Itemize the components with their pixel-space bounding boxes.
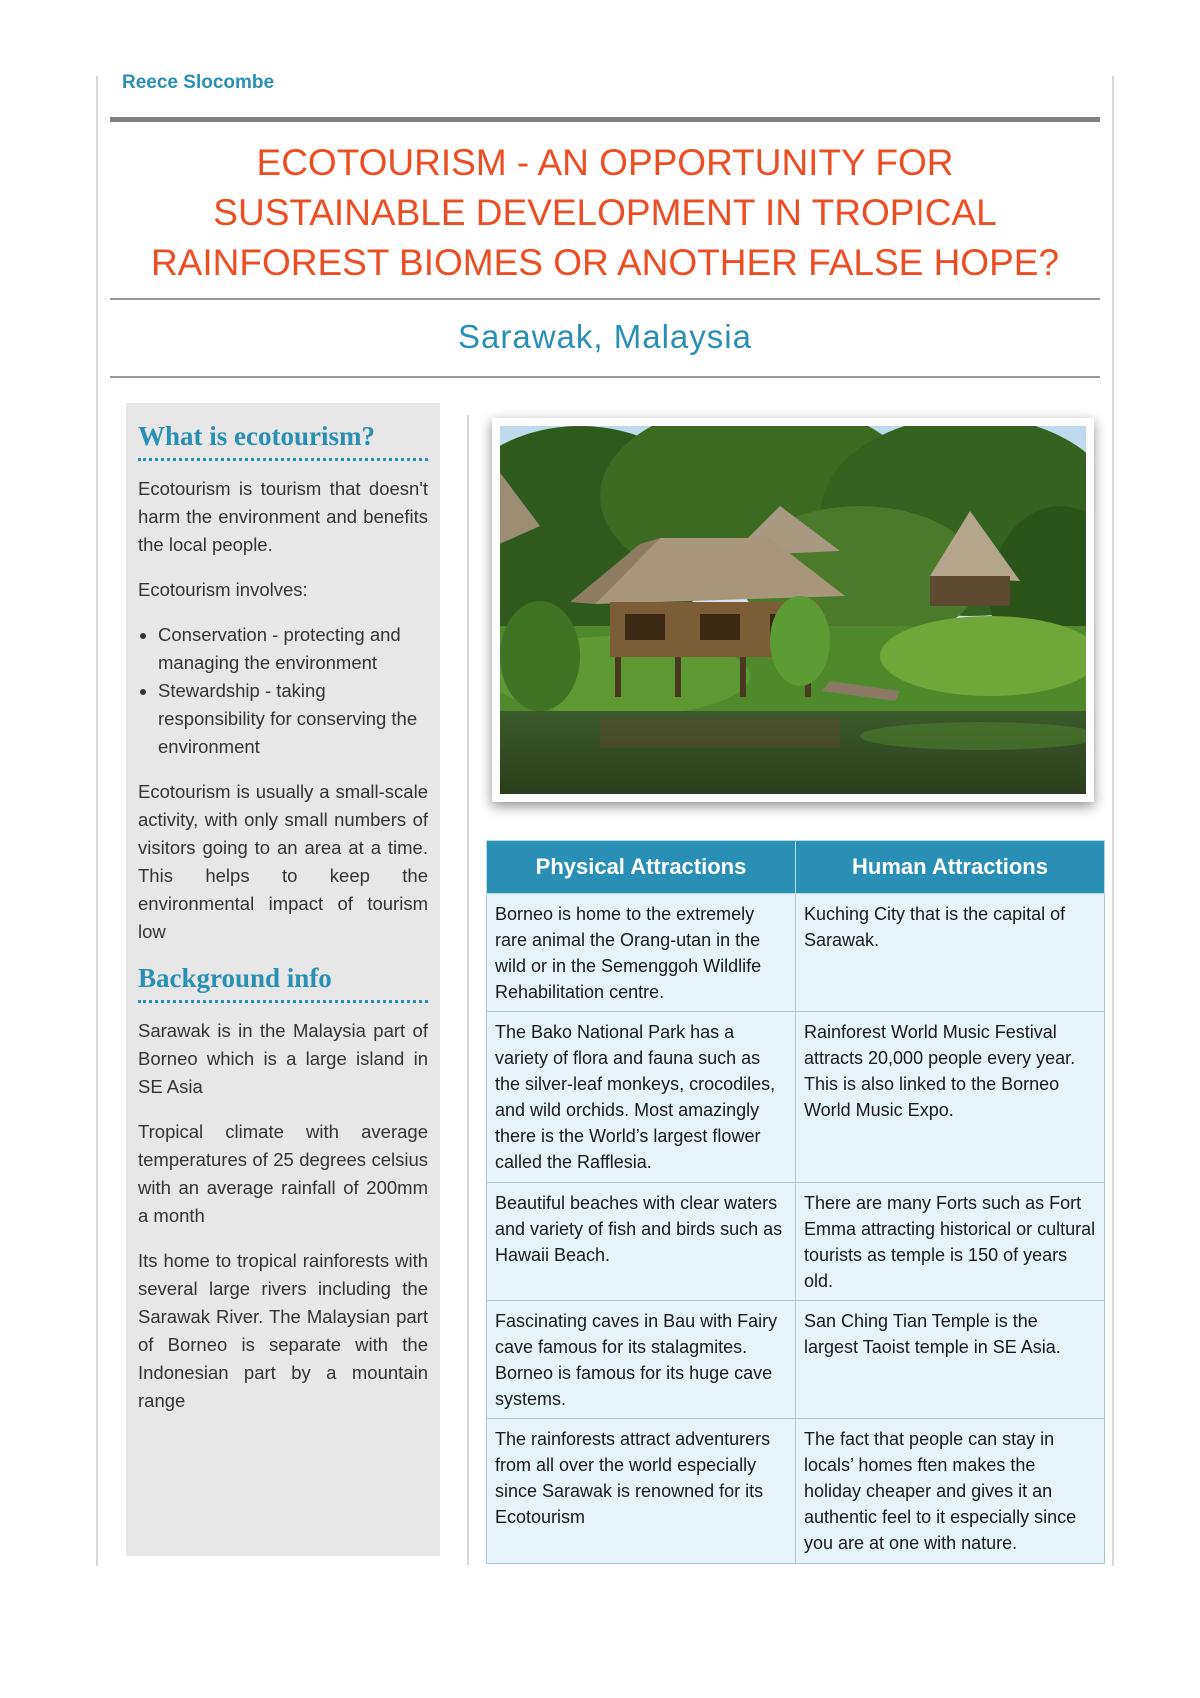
table-cell: The Bako National Park has a variety of flora and fauna such as the silver-leaf monkeys, crocodiles, and wild orchids. Most amazingly there is the World’s largest flower called the Rafflesia. — [487, 1012, 796, 1183]
sidebar-paragraph: Its home to tropical rainforests with several large rivers including the Sarawak River. The Malaysian part of Borneo is separate with the Indonesian part by a mountain range — [138, 1250, 428, 1411]
subtitle-rule — [110, 376, 1100, 378]
table-cell: Rainforest World Music Festival attracts 20,000 people every year. This is also linked to the Borneo World Music Expo. — [796, 1012, 1105, 1183]
sidebar-paragraph: Ecotourism is usually a small-scale activity, with only small numbers of visitors going to an area at a time. This helps to keep the environmental impact of tourism low — [138, 781, 428, 942]
column-divider — [467, 415, 469, 1565]
page-subtitle: Sarawak, Malaysia — [458, 318, 752, 355]
title-rule — [110, 298, 1100, 300]
dotted-divider — [138, 1000, 428, 1003]
sidebar-paragraph: Sarawak is in the Malaysia part of Borneo which is a large island in SE Asia — [138, 1020, 428, 1097]
rainforest-lodge-photo — [492, 418, 1094, 802]
table-cell: The rainforests attract adventurers from all over the world especially since Sarawak is renowned for its Ecotourism — [487, 1419, 796, 1564]
table-cell: Beautiful beaches with clear waters and variety of fish and birds such as Hawaii Beach. — [487, 1183, 796, 1301]
page-title — [110, 138, 1100, 288]
ecotourism-list — [138, 621, 428, 761]
right-margin-line — [1112, 76, 1114, 1566]
table-row — [487, 1012, 1105, 1183]
dotted-divider — [138, 458, 428, 461]
header-rule — [110, 117, 1100, 122]
author-name: Reece Slocombe — [122, 72, 275, 93]
lodge-illustration — [500, 426, 1086, 794]
sidebar-paragraph: Ecotourism involves: — [138, 579, 308, 600]
sidebar-heading-background: Background info — [138, 963, 332, 993]
table-row — [487, 1419, 1105, 1564]
table-row — [487, 1183, 1105, 1301]
table-cell: San Ching Tian Temple is the largest Taoist temple in SE Asia. — [796, 1301, 1105, 1419]
list-item: • Stewardship - taking responsibility for conserving the environment — [158, 677, 428, 761]
table-header-row — [487, 841, 1105, 894]
title-line: SUSTAINABLE DEVELOPMENT IN TROPICAL — [213, 192, 997, 233]
sidebar-paragraph: Ecotourism is tourism that doesn't harm the environment and benefits the local people. — [138, 478, 428, 555]
table-row — [487, 894, 1105, 1012]
sidebar — [126, 403, 440, 1556]
list-item: • Conservation - protecting and managing the environment — [158, 621, 428, 677]
sidebar-heading-ecotourism: What is ecotourism? — [138, 421, 375, 451]
attractions-table — [486, 840, 1105, 1564]
table-cell: Borneo is home to the extremely rare animal the Orang-utan in the wild or in the Semenggoh Wildlife Rehabilitation centre. — [487, 894, 796, 1012]
table-cell: The fact that people can stay in locals’ homes ften makes the holiday cheaper and gives it an authentic feel to it especially since you are at one with nature. — [796, 1419, 1105, 1564]
table-cell: Kuching City that is the capital of Sarawak. — [796, 894, 1105, 1012]
title-line: RAINFOREST BIOMES OR ANOTHER FALSE HOPE? — [150, 242, 1060, 283]
title-line: ECOTOURISM - AN OPPORTUNITY FOR — [256, 142, 954, 183]
sidebar-paragraph: Tropical climate with average temperatures of 25 degrees celsius with an average rainfall of 200mm a month — [138, 1121, 428, 1226]
table-cell: There are many Forts such as Fort Emma attracting historical or cultural tourists as temple is 150 of years old. — [796, 1183, 1105, 1301]
table-cell: Fascinating caves in Bau with Fairy cave famous for its stalagmites. Borneo is famous for its huge cave systems. — [487, 1301, 796, 1419]
left-margin-line — [96, 76, 98, 1566]
column-header-physical: Physical Attractions — [487, 841, 796, 894]
table-row — [487, 1301, 1105, 1419]
column-header-human: Human Attractions — [796, 841, 1105, 894]
